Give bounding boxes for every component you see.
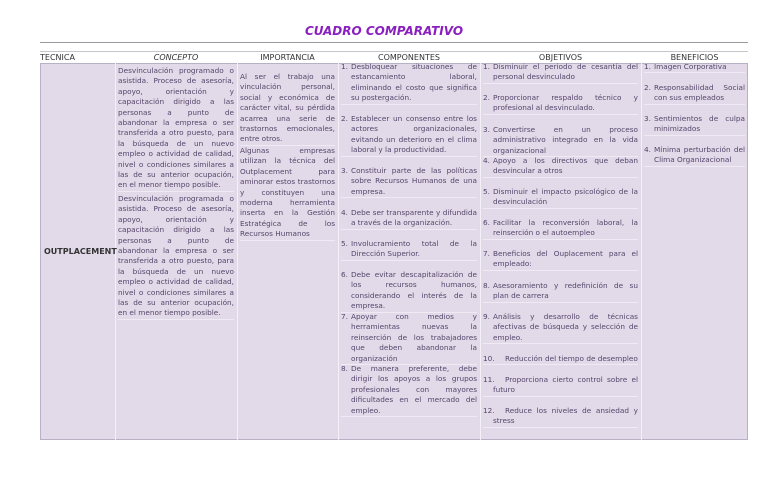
item-text: Debe evitar descapitalización de los recursos humanos, considerando el interés de la empresa.: [351, 270, 477, 311]
item-number: 8.: [483, 281, 490, 290]
componente-item: [341, 239, 477, 261]
objetivo-item: [483, 125, 638, 157]
beneficio-item: [644, 83, 745, 105]
item-text: Proporcionar respaldo técnico y profesional al desvinculado.: [493, 93, 638, 113]
item-number: 6.: [483, 218, 490, 227]
componente-item: [341, 312, 477, 365]
item-text: Sentimientos de culpa minimizados: [654, 114, 745, 134]
header-beneficios: BENEFICIOS: [670, 53, 719, 62]
item-text: Apoyo a los directivos que deban desvincular a otros: [493, 156, 638, 176]
item-number: 2.: [644, 83, 651, 92]
item-number: 3.: [341, 166, 348, 175]
item-text: Involucramiento total de la Dirección Superior.: [351, 239, 477, 259]
item-text: Responsabilidad Social con sus empleados: [654, 83, 745, 103]
item-text: Imagen Corporativa: [654, 62, 727, 71]
objetivo-item: [483, 156, 638, 178]
objetivo-item: [483, 354, 638, 365]
item-text: Mínima perturbación del Clima Organizacional: [654, 145, 745, 165]
item-text: Debe ser transparente y difundida a través de la organización.: [351, 208, 477, 228]
componente-item: [341, 270, 477, 313]
item-text: Proporciona cierto control sobre el futuro: [493, 375, 638, 395]
item-number: 2.: [483, 93, 490, 102]
item-number: 7.: [341, 312, 348, 321]
concepto-paragraph: Desvinculación programada o asistida. Proceso de asesoría, apoyo, orientación y capacitación dirigido a las personas a punto de abandonar la empresa o ser transferida a otro puesto, para la búsqueda de un nuevo empleo o actividad de calidad, nivel o condiciones similares a las de su anterior ocupación, en el menor tiempo posible.: [118, 194, 234, 320]
column-divider: [641, 63, 642, 440]
item-number: 4.: [341, 208, 348, 217]
componente-item: [341, 62, 477, 105]
item-number: 5.: [483, 187, 490, 196]
header-concepto: CONCEPTO: [153, 53, 199, 62]
item-number: 4.: [644, 145, 651, 154]
item-number: 9.: [483, 312, 490, 321]
header-objetivos: OBJETIVOS: [538, 53, 583, 62]
item-text: Asesoramiento y redefinición de su plan de carrera: [493, 281, 638, 301]
item-number: 12.: [483, 406, 495, 415]
item-number: 11.: [483, 375, 495, 384]
componente-item: [341, 208, 477, 230]
objetivo-item: [483, 375, 638, 397]
importancia-paragraph: Algunas empresas utilizan la técnica del Outplacement para aminorar estos trastornos y constituyen una moderna herramienta inserta en la Gestión Estratégica de los Recursos Humanos: [240, 146, 335, 241]
item-text: Desbloquear situaciones de estancamiento laboral, eliminando el costo que significa su postergación.: [351, 62, 477, 103]
beneficio-item: [644, 145, 745, 167]
column-divider: [338, 63, 339, 440]
item-text: Facilitar la reconversión laboral, la reinserción o el autoempleo: [493, 218, 638, 238]
item-number: 3.: [483, 125, 490, 134]
beneficio-item: [644, 114, 745, 136]
header-componentes: COMPONENTES: [378, 53, 440, 62]
objetivo-item: [483, 93, 638, 115]
item-number: 1.: [483, 62, 490, 71]
item-number: 2.: [341, 114, 348, 123]
objetivo-item: [483, 187, 638, 209]
item-text: Análisis y desarrollo de técnicas afectivas de búsqueda y selección de empleo.: [493, 312, 638, 342]
item-number: 3.: [644, 114, 651, 123]
column-divider: [237, 63, 238, 440]
concepto-paragraph: Desvinculación programado o asistida. Proceso de asesoría, apoyo, orientación y capacitación dirigido a las personas a punto de abandonar la empresa o ser transferida a otro puesto, para la búsqueda de un nuevo empleo o actividad de calidad, nivel o condiciones similares a las de su anterior ocupación, en el menor tiempo posible.: [118, 66, 234, 192]
header-importancia: IMPORTANCIA: [260, 53, 315, 62]
item-text: Reducción del tiempo de desempleo: [505, 354, 638, 363]
item-text: Beneficios del Ouplacement para el empleado:: [493, 249, 638, 269]
page-title: CUADRO COMPARATIVO: [304, 24, 464, 38]
componente-item: [341, 114, 477, 157]
item-number: 6.: [341, 270, 348, 279]
item-text: Apoyar con medios y herramientas nuevas la reinserción de los trabajadores que deben abandonar la organización: [351, 312, 477, 363]
column-divider: [480, 63, 481, 440]
item-text: De manera preferente, debe dirigir los apoyos a los grupos profesionales con mayores dificultades en el mercado del empleo.: [351, 364, 477, 415]
title-divider: [40, 42, 748, 43]
item-text: Convertirse en un proceso administrativo integrado en la vida organizacional: [493, 125, 638, 155]
item-number: 5.: [341, 239, 348, 248]
objetivo-item: [483, 406, 638, 428]
objetivo-item: [483, 218, 638, 240]
item-number: 10.: [483, 354, 495, 363]
componente-item: [341, 166, 477, 198]
componente-item: [341, 364, 477, 417]
objetivo-item: [483, 62, 638, 84]
importancia-paragraph: Al ser el trabajo una vinculación personal, social y económica de carácter vital, su pérdida acarrea una serie de trastornos emocionales, entre otros.: [240, 72, 335, 146]
item-number: 7.: [483, 249, 490, 258]
header-tecnica: TECNICA: [40, 53, 75, 62]
objetivo-item: [483, 281, 638, 303]
objetivo-item: [483, 312, 638, 344]
item-text: Constituir parte de las políticas sobre Recursos Humanos de una empresa.: [351, 166, 477, 196]
item-text: Establecer un consenso entre los actores organizacionales, evitando un deterioro en el clima laboral y la productividad.: [351, 114, 477, 155]
item-text: Disminuir el periodo de cesantía del personal desvinculado: [493, 62, 638, 82]
item-number: 8.: [341, 364, 348, 373]
item-number: 1.: [341, 62, 348, 71]
objetivo-item: [483, 249, 638, 271]
technique-name: OUTPLACEMENT: [44, 247, 117, 256]
item-number: 4.: [483, 156, 490, 165]
item-text: Disminuir el impacto psicológico de la desvinculación: [493, 187, 638, 207]
beneficio-item: [644, 62, 745, 73]
item-number: 1.: [644, 62, 651, 71]
item-text: Reduce los niveles de ansiedad y stress: [493, 406, 638, 426]
